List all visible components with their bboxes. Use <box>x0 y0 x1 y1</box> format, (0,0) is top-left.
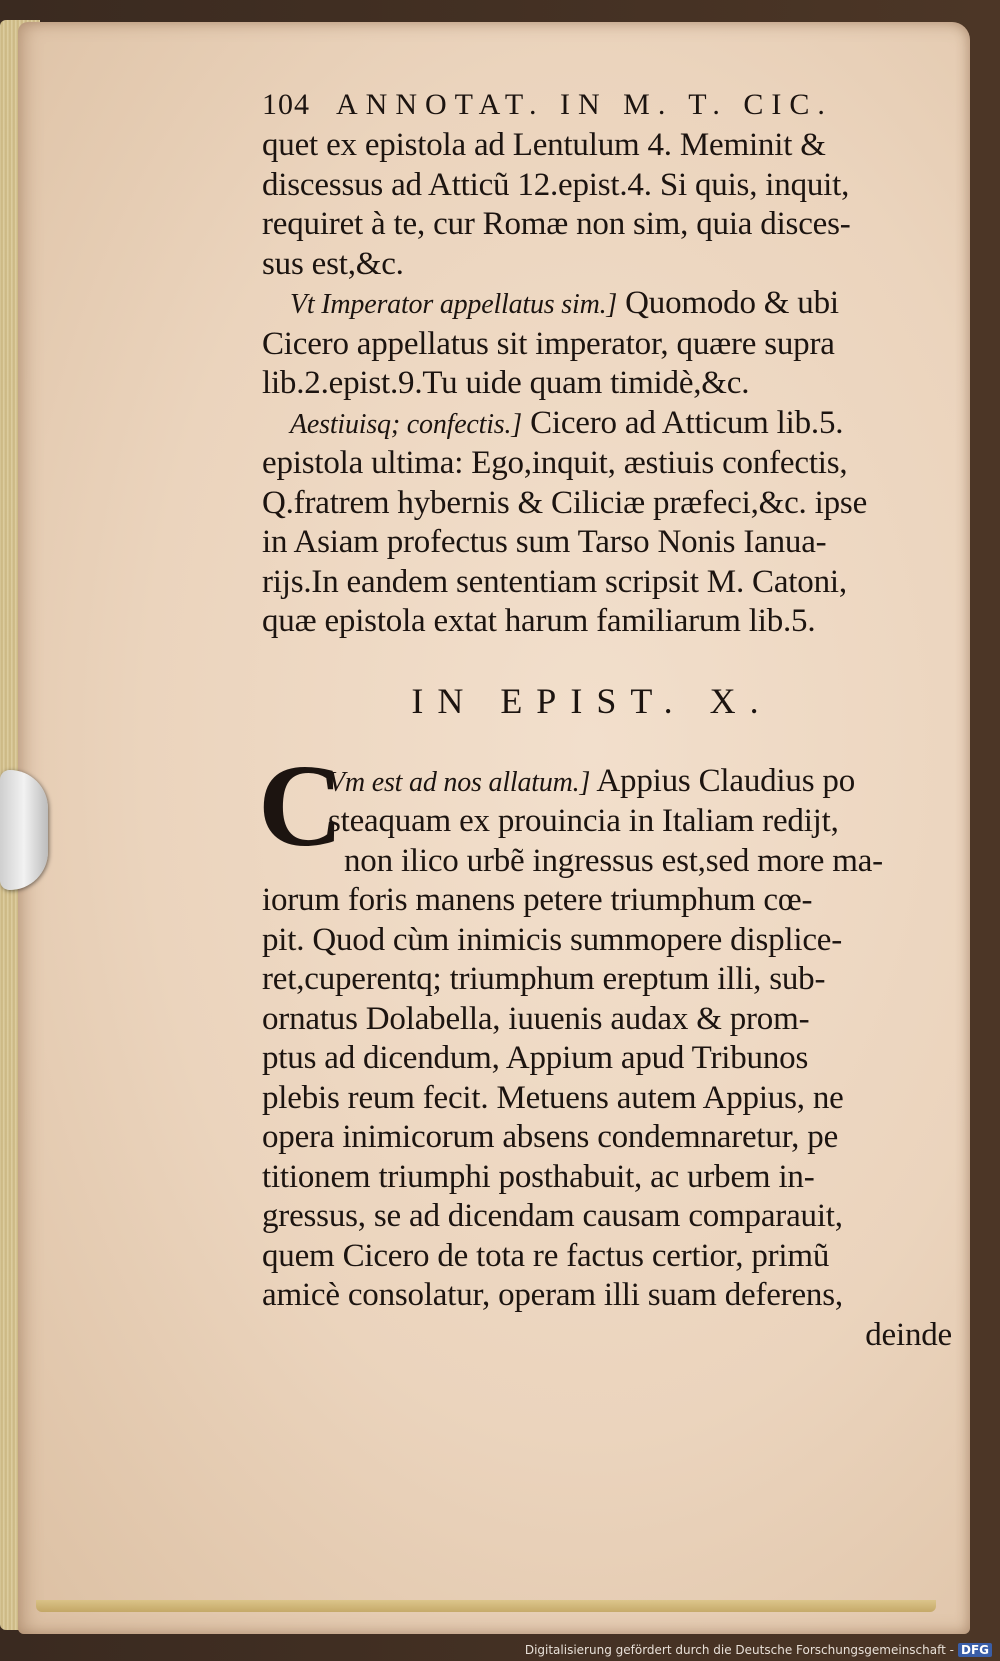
text-line: steaquam ex prouincia in Italiam redijt, <box>328 803 839 839</box>
text-run: Quomodo & ubi <box>617 285 839 321</box>
text-line: Q.fratrem hybernis & Ciliciæ præfeci,&c. ipse <box>262 484 868 521</box>
running-header <box>262 88 962 122</box>
text-line: requiret à te, cur Romæ non sim, quia disces- <box>262 206 851 242</box>
lemma-line <box>262 284 962 325</box>
section-2 <box>262 284 962 404</box>
text-line: pit. Quod cùm inimicis summopere displice- <box>262 921 843 958</box>
epistle-heading: IN EPIST. X. <box>411 680 773 721</box>
text-line: gressus, se ad dicendam causam comparauit, <box>262 1198 843 1234</box>
text-line: rijs.In eandem sententiam scripsit M. Catoni, <box>262 563 847 600</box>
text-line: quæ epistola extat harum familiarum lib.5. <box>262 603 816 639</box>
lemma: Aestiuisq; confectis.] <box>290 408 523 440</box>
lemma: Vm est ad nos allatum.] <box>328 766 591 798</box>
running-title: ANNOTAT. IN M. T. CIC. <box>336 88 833 121</box>
text-line: discessus ad Atticũ 12.epist.4. Si quis, inquit, <box>262 166 850 203</box>
text-line: in Asiam profectus sum Tarso Nonis Ianua- <box>262 524 827 560</box>
text-line: iorum foris manens petere triumphum cœ- <box>262 882 813 918</box>
digitization-credit <box>525 1643 992 1657</box>
text-line: Cicero appellatus sit imperator, quære supra <box>262 325 835 362</box>
text-line: ornatus Dolabella, iuuenis audax & prom- <box>262 1000 810 1037</box>
text-line: quem Cicero de tota re factus certior, primũ <box>262 1237 830 1274</box>
text-line: opera inimicorum absens condemnaretur, pe <box>262 1119 839 1155</box>
text-run: Cicero ad Atticum lib.5. <box>522 404 844 441</box>
text-line: titionem triumphi posthabuit, ac urbem in- <box>262 1158 815 1195</box>
text-line: plebis reum fecit. Metuens autem Appius, ne <box>262 1079 844 1116</box>
catchword: deinde <box>865 1316 952 1353</box>
lemma: Vt Imperator appellatus sim.] <box>290 289 618 320</box>
text-line: quet ex epistola ad Lentulum 4. Meminit & <box>262 127 826 163</box>
text-line: lib.2.epist.9.Tu uide quam timidè,&c. <box>262 365 750 401</box>
section-3 <box>262 404 962 642</box>
text-line: sus est,&c. <box>262 245 404 282</box>
drop-capital: C <box>258 739 344 871</box>
book-clip <box>0 770 48 890</box>
lemma-line <box>262 762 962 803</box>
text-line: amicè consolatur, operam illi suam deferens, <box>262 1277 843 1313</box>
text-line: epistola ultima: Ego,inquit, æstiuis confectis, <box>262 445 848 481</box>
section-4 <box>258 739 962 1356</box>
text-line: ret,cuperentq; triumphum ereptum illi, sub- <box>262 961 826 997</box>
dfg-logo: DFG <box>958 1643 992 1657</box>
credit-text: Digitalisierung gefördert durch die Deutsche Forschungsgemeinschaft - <box>524 1643 954 1657</box>
text-line: ptus ad dicendum, Appium apud Tribunos <box>262 1040 809 1076</box>
gilt-edge <box>36 1600 936 1612</box>
section-1 <box>262 126 962 284</box>
lemma-line <box>262 404 962 445</box>
text-line: non ilico urbẽ ingressus est,sed more ma- <box>344 842 883 879</box>
page-number: 104 <box>262 88 310 121</box>
page-text <box>258 88 962 1355</box>
text-run: Appius Claudius po <box>590 762 855 799</box>
